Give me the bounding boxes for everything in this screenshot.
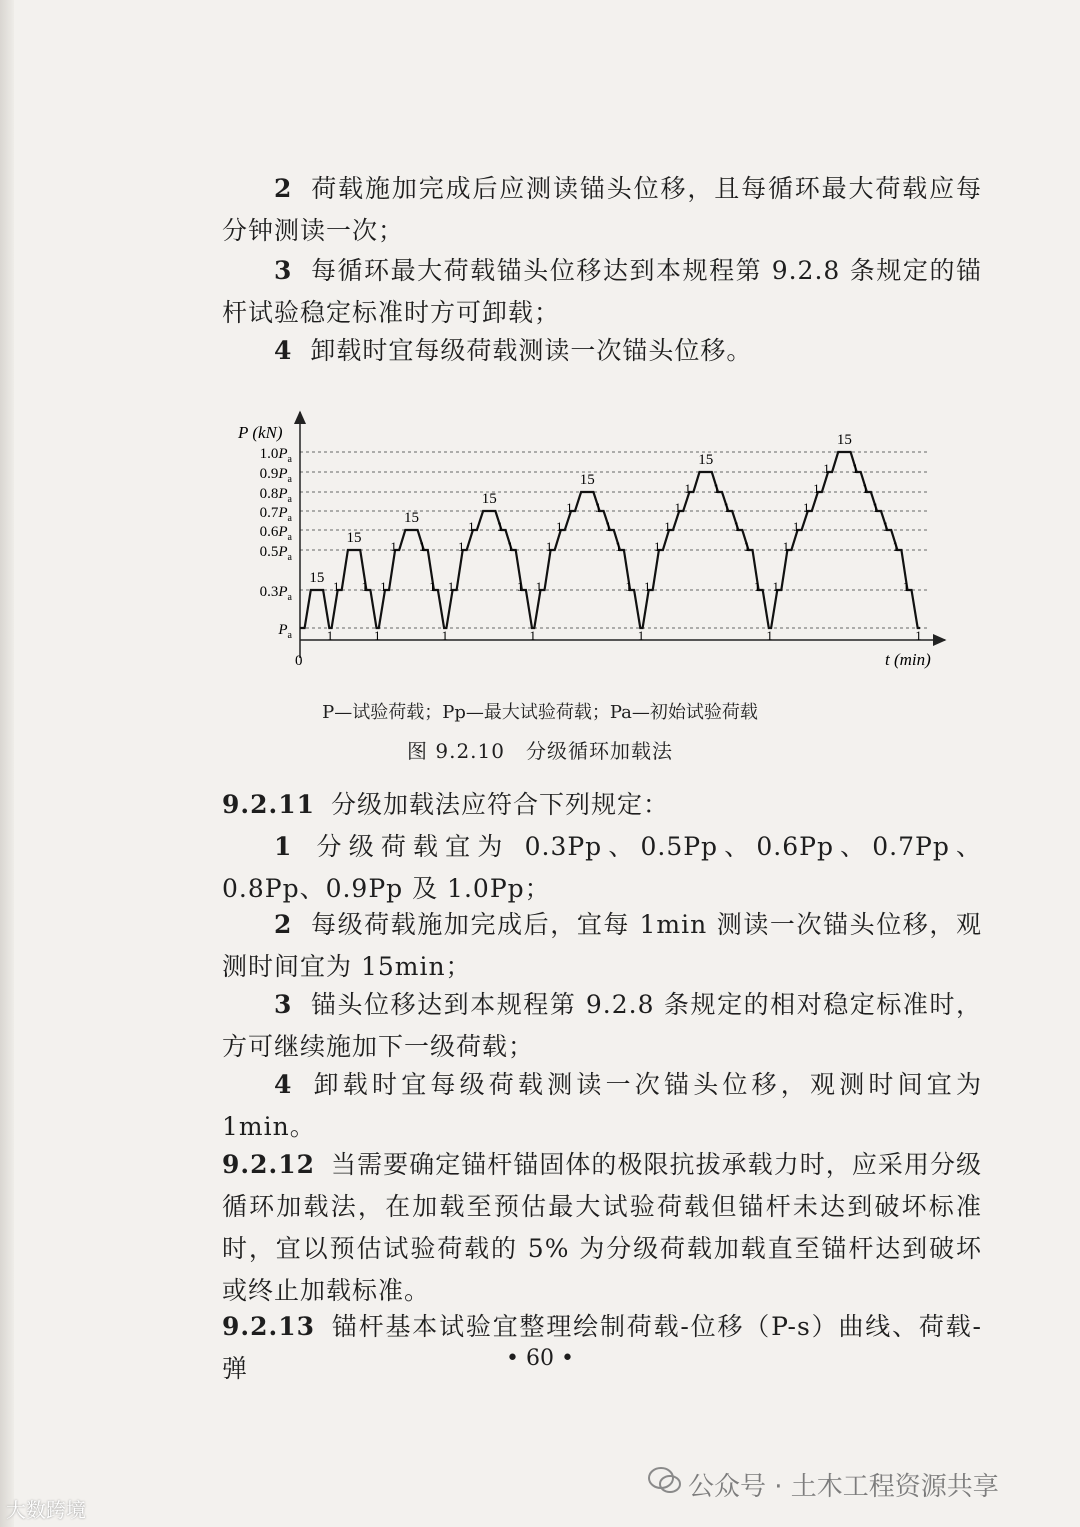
step-label: 1 — [862, 481, 869, 496]
step-label: 1 — [802, 500, 810, 515]
y-axis-label: P (kN) — [238, 423, 283, 442]
step-label: 1 — [823, 461, 830, 476]
section-9-2-13: 9.2.13 锚杆基本试验宜整理绘制荷载-位移（P-s）曲线、荷载-弹 — [222, 1312, 982, 1383]
step-label: 1 — [915, 628, 922, 643]
step-label: 1 — [390, 539, 397, 554]
hold-label: 15 — [698, 452, 714, 468]
step-label: 1 — [361, 579, 369, 594]
step-label: 1 — [772, 579, 779, 594]
s11-item-2: 2 每级荷载施加完成后，宜每 1min 测读一次锚头位移，观测时间宜为 15min； — [222, 910, 982, 981]
step-label: 1 — [447, 579, 455, 594]
step-label: 1 — [723, 500, 730, 515]
hold-label: 15 — [579, 472, 595, 488]
step-label: 1 — [733, 519, 741, 534]
item-3: 3 每循环最大荷载锚头位移达到本规程第 9.2.8 条规定的锚杆试验稳定标准时方可卸载； — [222, 256, 982, 327]
step-label: 1 — [517, 579, 524, 594]
step-label: 1 — [851, 461, 859, 476]
hold-label: 15 — [481, 491, 497, 507]
x-axis-label: t (min) — [885, 650, 931, 669]
step-label: 1 — [604, 519, 612, 534]
step-label: 1 — [813, 481, 820, 496]
step-label: 1 — [654, 539, 661, 554]
hold-label: 15 — [404, 510, 419, 526]
step-label: 1 — [457, 539, 465, 554]
step-label: 1 — [418, 539, 426, 554]
step-label: 1 — [743, 539, 751, 554]
step-label: 1 — [872, 500, 879, 515]
hold-label: 15 — [309, 570, 325, 586]
figure-legend: P—试验荷载；Pp—最大试验荷载；Pa—初始试验荷载 — [322, 702, 758, 723]
figure-caption: 图 9.2.10 分级循环加载法 — [407, 739, 673, 763]
watermark-left: 大数跨境 — [6, 1498, 86, 1522]
y-tick-label: $0.7P_a$ — [259, 505, 292, 524]
y-tick-label: $0.8P_a$ — [259, 486, 292, 505]
y-tick-label: $0.6P_a$ — [259, 524, 292, 543]
hold-label: 15 — [836, 432, 852, 448]
step-label: 1 — [374, 628, 381, 643]
step-label: 1 — [380, 579, 387, 594]
step-label: 1 — [782, 539, 790, 554]
wechat-icon — [648, 1466, 682, 1503]
step-label: 1 — [496, 519, 504, 534]
y-tick-label: $0.3P_a$ — [259, 584, 292, 603]
page-number: • 60 • — [506, 1346, 574, 1371]
step-label: 1 — [535, 579, 543, 594]
step-label: 1 — [882, 519, 889, 534]
watermark-text: 公众号 · 土木工程资源共享 — [688, 1472, 999, 1502]
step-label: 1 — [753, 579, 761, 594]
y-tick-label: $0.9P_a$ — [259, 466, 292, 485]
hold-label: 15 — [346, 530, 362, 546]
section-9-2-12: 9.2.12 当需要确定锚杆锚固体的极限抗拔承载力时，应采用分级循环加载法，在加载至预估最大试验荷载但锚杆未达到破坏标准时，宜以预估试验荷载的 5% 为分级荷载加载直至锚杆达到破坏或终止加载标准。 — [222, 1150, 982, 1305]
step-label: 1 — [637, 628, 645, 643]
step-label: 1 — [545, 539, 553, 554]
step-label: 1 — [664, 519, 671, 534]
step-label: 1 — [684, 481, 692, 496]
step-label: 1 — [529, 628, 537, 643]
step-label: 1 — [468, 519, 475, 534]
y-tick-label: $0.5P_a$ — [259, 544, 292, 563]
section-9-2-11: 9.2.11 分级加载法应符合下列规定： — [222, 790, 670, 819]
step-label: 1 — [792, 519, 800, 534]
y-tick-label: $1.0P_a$ — [259, 446, 292, 465]
step-label: 1 — [766, 628, 773, 643]
step-label: 1 — [332, 579, 340, 594]
step-label: 1 — [556, 519, 563, 534]
s11-item-3: 3 锚头位移达到本规程第 9.2.8 条规定的相对稳定标准时，方可继续施加下一级荷载； — [222, 990, 982, 1061]
step-label: 1 — [506, 539, 514, 554]
s11-item-1: 1 分级荷载宜为 0.3Pp、0.5Pp、0.6Pp、0.7Pp、0.8Pp、0.9Pp 及 1.0Pp； — [222, 832, 982, 903]
step-label: 1 — [441, 628, 449, 643]
item-4: 4 卸载时宜每级荷载测读一次锚头位移。 — [274, 336, 753, 365]
step-label: 1 — [429, 579, 436, 594]
origin-label: 0 — [295, 653, 303, 669]
step-label: 1 — [326, 628, 334, 643]
step-label: 1 — [594, 500, 602, 515]
s11-item-4: 4 卸载时宜每级荷载测读一次锚头位移，观测时间宜为 1min。 — [222, 1070, 982, 1141]
step-label: 1 — [674, 500, 681, 515]
loading-chart — [0, 0, 1080, 690]
y-tick-label: $P_a$ — [278, 622, 292, 641]
step-label: 1 — [566, 500, 573, 515]
item-2: 2 荷载施加完成后应测读锚头位移，且每循环最大荷载应每分钟测读一次； — [222, 174, 982, 245]
step-label: 1 — [902, 579, 910, 594]
step-label: 1 — [615, 539, 622, 554]
step-label: 1 — [625, 579, 632, 594]
step-label: 1 — [892, 539, 900, 554]
step-label: 1 — [713, 481, 720, 496]
step-label: 1 — [643, 579, 651, 594]
